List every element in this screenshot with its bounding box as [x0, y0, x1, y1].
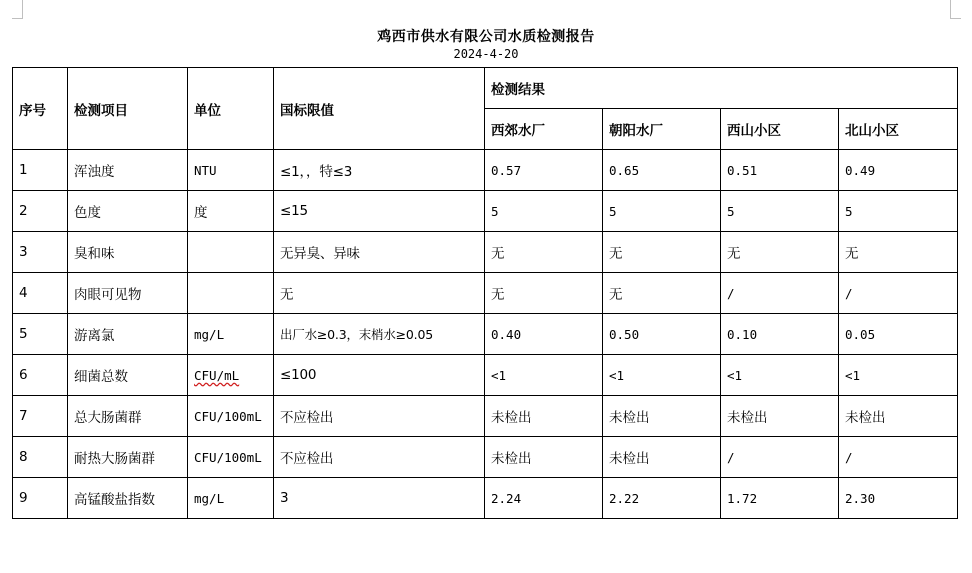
value-xijiao: <1 — [485, 355, 603, 396]
value-xijiao: 5 — [485, 191, 603, 232]
value-beishan: / — [839, 437, 958, 478]
row-limit: ≤1，，特≤3 — [274, 150, 485, 191]
row-item: 耐热大肠菌群 — [68, 437, 188, 478]
row-unit — [188, 273, 274, 314]
page-corner-mark-right — [950, 0, 961, 19]
value-beishan: 未检出 — [839, 396, 958, 437]
value-chaoyang: 无 — [603, 273, 721, 314]
header-item: 检测项目 — [68, 68, 188, 150]
value-chaoyang: 未检出 — [603, 396, 721, 437]
row-index: 4 — [13, 273, 68, 314]
row-limit: ≤100 — [274, 355, 485, 396]
row-unit: CFU/100mL — [188, 396, 274, 437]
value-chaoyang: 0.50 — [603, 314, 721, 355]
row-limit: 3 — [274, 478, 485, 519]
header-site-chaoyang: 朝阳水厂 — [603, 109, 721, 150]
header-results-group: 检测结果 — [485, 68, 958, 109]
row-limit: 无 — [274, 273, 485, 314]
row-index: 8 — [13, 437, 68, 478]
row-limit: 出厂水≥0.3，末梢水≥0.05 — [274, 314, 485, 355]
header-unit: 单位 — [188, 68, 274, 150]
table-row — [13, 437, 958, 478]
table-row — [13, 396, 958, 437]
table-row — [13, 355, 958, 396]
row-item: 臭和味 — [68, 232, 188, 273]
row-index: 7 — [13, 396, 68, 437]
row-item: 浑浊度 — [68, 150, 188, 191]
row-item: 游离氯 — [68, 314, 188, 355]
row-limit: ≤15 — [274, 191, 485, 232]
row-index: 6 — [13, 355, 68, 396]
value-xijiao: 0.40 — [485, 314, 603, 355]
value-beishan: <1 — [839, 355, 958, 396]
row-unit: mg/L — [188, 314, 274, 355]
header-site-beishan: 北山小区 — [839, 109, 958, 150]
value-chaoyang: 5 — [603, 191, 721, 232]
value-chaoyang: 0.65 — [603, 150, 721, 191]
value-xijiao: 未检出 — [485, 396, 603, 437]
value-xijiao: 0.57 — [485, 150, 603, 191]
value-xishan: 5 — [721, 191, 839, 232]
value-chaoyang: <1 — [603, 355, 721, 396]
value-xishan: 0.10 — [721, 314, 839, 355]
row-item: 高锰酸盐指数 — [68, 478, 188, 519]
row-unit: NTU — [188, 150, 274, 191]
row-limit: 不应检出 — [274, 437, 485, 478]
row-unit: CFU/100mL — [188, 437, 274, 478]
row-index: 2 — [13, 191, 68, 232]
value-beishan: 0.49 — [839, 150, 958, 191]
value-xijiao: 无 — [485, 232, 603, 273]
value-xijiao: 无 — [485, 273, 603, 314]
water-quality-table — [12, 67, 958, 519]
value-beishan: 5 — [839, 191, 958, 232]
value-xishan: 未检出 — [721, 396, 839, 437]
value-beishan: 无 — [839, 232, 958, 273]
value-chaoyang: 未检出 — [603, 437, 721, 478]
value-beishan: / — [839, 273, 958, 314]
value-chaoyang: 2.22 — [603, 478, 721, 519]
row-item: 肉眼可见物 — [68, 273, 188, 314]
table-row — [13, 314, 958, 355]
row-limit: 无异臭、异味 — [274, 232, 485, 273]
row-item: 色度 — [68, 191, 188, 232]
table-row — [13, 191, 958, 232]
table-row — [13, 273, 958, 314]
header-site-xishan: 西山小区 — [721, 109, 839, 150]
row-limit: 不应检出 — [274, 396, 485, 437]
row-index: 5 — [13, 314, 68, 355]
row-unit — [188, 232, 274, 273]
value-beishan: 0.05 — [839, 314, 958, 355]
header-limit: 国标限值 — [274, 68, 485, 150]
table-row — [13, 150, 958, 191]
report-title: 鸡西市供水有限公司水质检测报告 — [377, 29, 595, 45]
table-row — [13, 478, 958, 519]
row-item: 细菌总数 — [68, 355, 188, 396]
value-xishan: 1.72 — [721, 478, 839, 519]
report-date: 2024-4-20 — [453, 47, 519, 61]
row-unit: mg/L — [188, 478, 274, 519]
value-xishan: / — [721, 273, 839, 314]
value-xishan: 0.51 — [721, 150, 839, 191]
header-site-xijiao: 西郊水厂 — [485, 109, 603, 150]
value-xijiao: 未检出 — [485, 437, 603, 478]
value-xishan: / — [721, 437, 839, 478]
table-row — [13, 232, 958, 273]
row-unit: 度 — [188, 191, 274, 232]
row-index: 1 — [13, 150, 68, 191]
value-beishan: 2.30 — [839, 478, 958, 519]
header-index: 序号 — [13, 68, 68, 150]
value-xishan: <1 — [721, 355, 839, 396]
table-header-row — [13, 68, 958, 109]
row-index: 9 — [13, 478, 68, 519]
row-item: 总大肠菌群 — [68, 396, 188, 437]
value-xishan: 无 — [721, 232, 839, 273]
page-corner-mark-left — [12, 0, 23, 19]
row-index: 3 — [13, 232, 68, 273]
row-unit: CFU/mL — [188, 355, 274, 396]
value-xijiao: 2.24 — [485, 478, 603, 519]
value-chaoyang: 无 — [603, 232, 721, 273]
